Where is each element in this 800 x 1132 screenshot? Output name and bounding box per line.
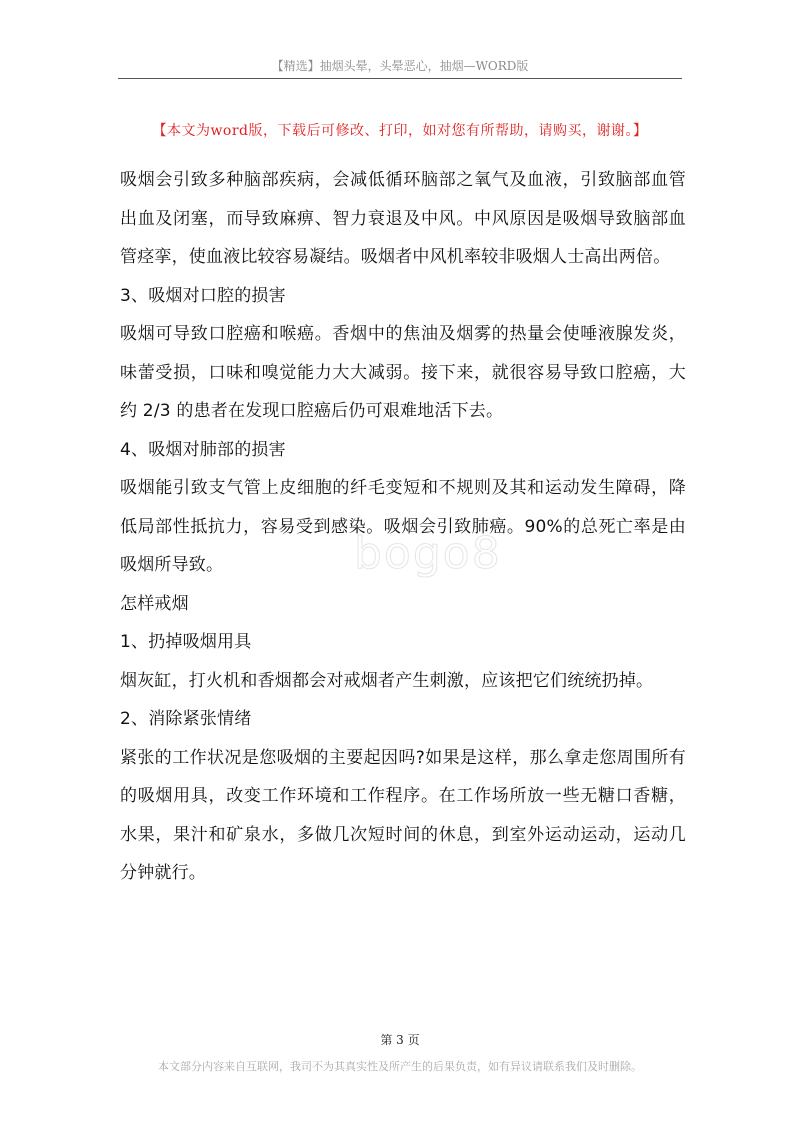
- document-body: [120, 161, 686, 893]
- header-divider: [118, 78, 682, 79]
- heading-how-to-quit: 怎样戒烟: [120, 593, 189, 614]
- heading-lung-damage: 4、吸烟对肺部的损害: [120, 439, 286, 460]
- heading-discard-tools: 1、扔掉吸烟用具: [120, 632, 252, 652]
- paragraph-oral-damage: 吸烟可导致口腔癌和喉癌。香烟中的焦油及烟雾的热量会使唾液腺发炎，味蕾受损，口味和嗅觉能力大大减弱。接下来，就很容易导致口腔癌，大约 2/3 的患者在发现口腔癌后仍可艰难地活下去。: [120, 324, 686, 421]
- page-header: 【精选】抽烟头晕，头晕恶心，抽烟—WORD版: [271, 59, 529, 73]
- paragraph-discard-tools: 烟灰缸，打火机和香烟都会对戒烟者产生刺激，应该把它们统统扔掉。: [120, 670, 654, 691]
- paragraph-brain-damage: 吸烟会引致多种脑部疾病，会减低循环脑部之氧气及血液，引致脑部血管出血及闭塞，而导致麻痹、智力衰退及中风。中风原因是吸烟导致脑部血管痉挛，使血液比较容易凝结。吸烟者中风机率较非吸烟人士高出两倍。: [120, 170, 686, 267]
- download-notice: 【本文为word版，下载后可修改、打印，如对您有所帮助，请购买，谢谢。】: [152, 123, 648, 139]
- watermark: bogo8: [354, 528, 502, 579]
- heading-reduce-stress: 2、消除紧张情绪: [120, 709, 252, 729]
- page-number: 第 3 页: [380, 1033, 420, 1047]
- paragraph-lung-damage: 吸烟能引致支气管上皮细胞的纤毛变短和不规则及其和运动发生障碍，降低局部性抵抗力，容易受到感染。吸烟会引致肺癌。90%的总死亡率是由吸烟所导致。: [120, 478, 686, 575]
- footer-disclaimer: 本文部分内容来自互联网，我司不为其真实性及所产生的后果负责，如有异议请联系我们及时删除。: [158, 1060, 642, 1073]
- paragraph-reduce-stress: 紧张的工作状况是您吸烟的主要起因吗?如果是这样，那么拿走您周围所有的吸烟用具，改变工作环境和工作程序。在工作场所放一些无糖口香糖，水果，果汁和矿泉水，多做几次短时间的休息，到室外运动运动，运动几分钟就行。: [120, 747, 686, 883]
- heading-oral-damage: 3、吸烟对口腔的损害: [120, 285, 286, 306]
